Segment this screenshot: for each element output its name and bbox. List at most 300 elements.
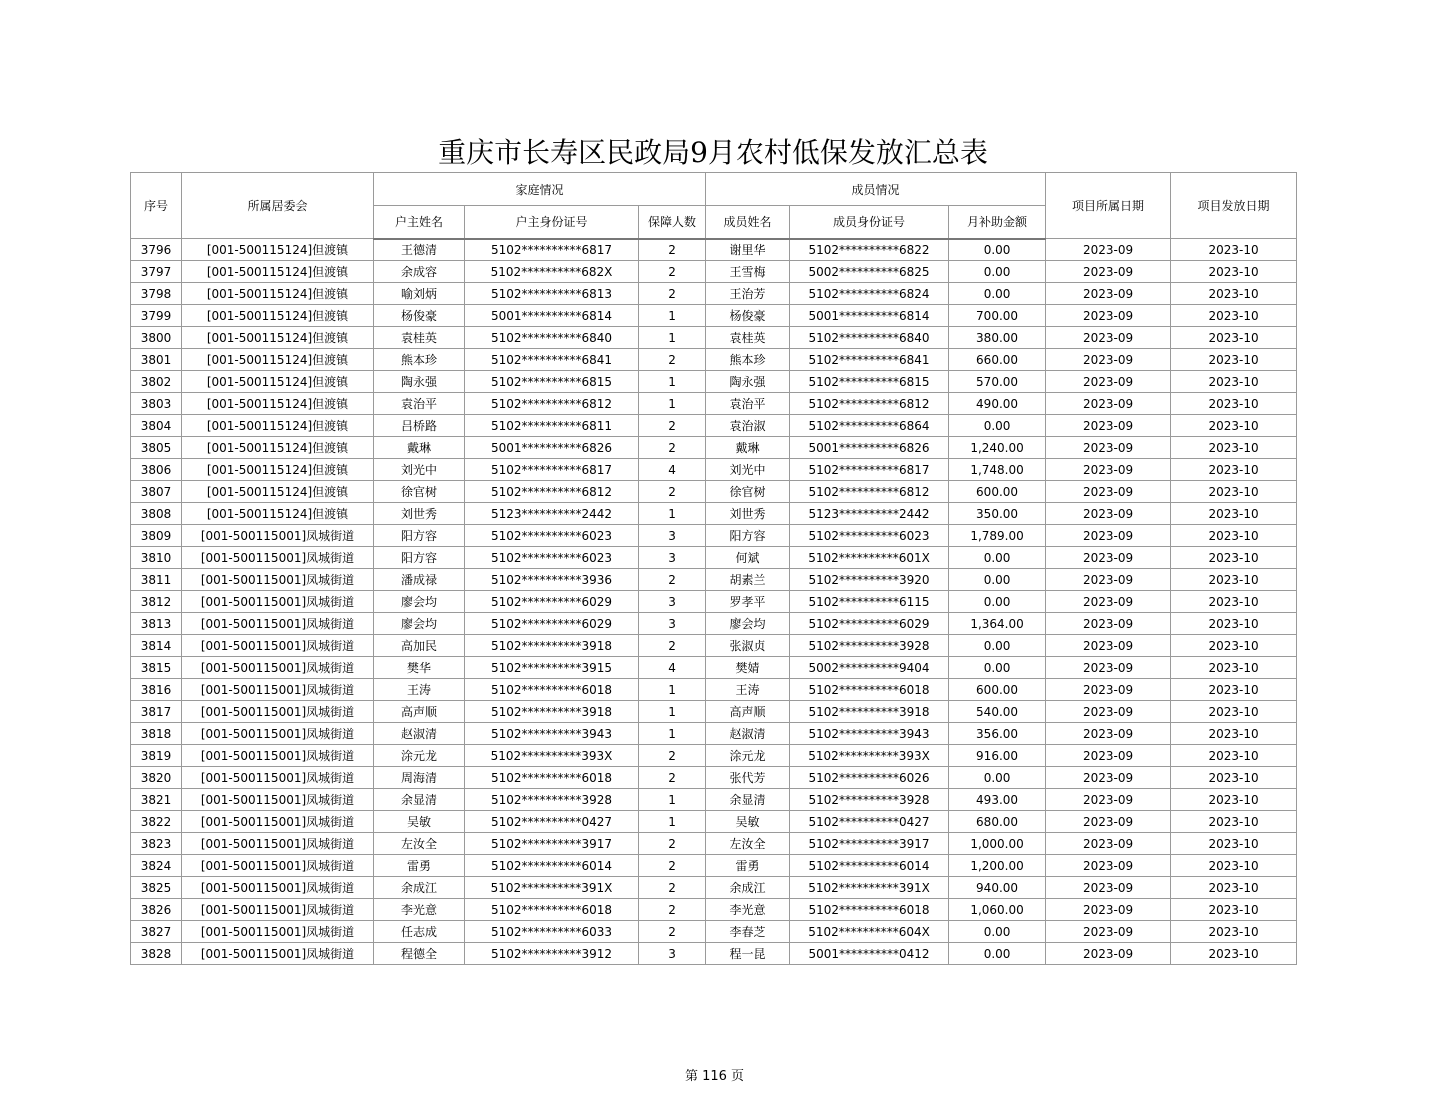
member-id-cell: 5102**********6018 — [790, 899, 949, 921]
head-name-cell: 刘世秀 — [374, 503, 465, 525]
committee-cell: [001-500115001]凤城街道 — [182, 789, 374, 811]
member-id-cell: 5102**********393X — [790, 745, 949, 767]
table-row — [131, 789, 1297, 811]
table-row — [131, 767, 1297, 789]
member-id-cell: 5102**********604X — [790, 921, 949, 943]
issue-date-cell: 2023-10 — [1171, 525, 1297, 547]
member-name-cell: 雷勇 — [706, 855, 790, 877]
amount-cell: 600.00 — [949, 481, 1046, 503]
member-name-cell: 胡素兰 — [706, 569, 790, 591]
head-name-cell: 余显清 — [374, 789, 465, 811]
table-row — [131, 415, 1297, 437]
project-date-cell: 2023-09 — [1046, 569, 1171, 591]
issue-date-cell: 2023-10 — [1171, 371, 1297, 393]
head-id-cell: 5102**********391X — [465, 877, 639, 899]
member-name-cell: 余显清 — [706, 789, 790, 811]
head-id-cell: 5102**********6817 — [465, 239, 639, 261]
table-row — [131, 877, 1297, 899]
seq-cell: 3818 — [131, 723, 182, 745]
committee-cell: [001-500115001]凤城街道 — [182, 833, 374, 855]
head-name-cell: 袁治平 — [374, 393, 465, 415]
table-row — [131, 569, 1297, 591]
table-row — [131, 635, 1297, 657]
project-date-cell: 2023-09 — [1046, 481, 1171, 503]
project-date-cell: 2023-09 — [1046, 437, 1171, 459]
seq-cell: 3820 — [131, 767, 182, 789]
issue-date-cell: 2023-10 — [1171, 943, 1297, 965]
issue-date-cell: 2023-10 — [1171, 239, 1297, 261]
persons-cell: 2 — [639, 569, 706, 591]
persons-cell: 2 — [639, 855, 706, 877]
table-row — [131, 943, 1297, 965]
committee-cell: [001-500115001]凤城街道 — [182, 767, 374, 789]
seq-cell: 3823 — [131, 833, 182, 855]
member-id-cell: 5102**********6812 — [790, 393, 949, 415]
persons-cell: 2 — [639, 635, 706, 657]
table-row — [131, 327, 1297, 349]
member-name-cell: 袁桂英 — [706, 327, 790, 349]
persons-cell: 1 — [639, 723, 706, 745]
table-body — [131, 239, 1297, 965]
head-id-cell: 5102**********6812 — [465, 393, 639, 415]
member-id-cell: 5102**********3920 — [790, 569, 949, 591]
member-id-cell: 5102**********6812 — [790, 481, 949, 503]
amount-cell: 916.00 — [949, 745, 1046, 767]
amount-cell: 540.00 — [949, 701, 1046, 723]
issue-date-cell: 2023-10 — [1171, 503, 1297, 525]
issue-date-cell: 2023-10 — [1171, 481, 1297, 503]
amount-cell: 660.00 — [949, 349, 1046, 371]
persons-cell: 1 — [639, 811, 706, 833]
issue-date-cell: 2023-10 — [1171, 921, 1297, 943]
table-row — [131, 503, 1297, 525]
seq-cell: 3800 — [131, 327, 182, 349]
seq-cell: 3812 — [131, 591, 182, 613]
committee-cell: [001-500115001]凤城街道 — [182, 679, 374, 701]
table-row — [131, 745, 1297, 767]
head-id-cell: 5102**********6815 — [465, 371, 639, 393]
committee-cell: [001-500115001]凤城街道 — [182, 877, 374, 899]
seq-cell: 3809 — [131, 525, 182, 547]
head-name-cell: 樊华 — [374, 657, 465, 679]
head-name-cell: 杨俊豪 — [374, 305, 465, 327]
persons-cell: 1 — [639, 679, 706, 701]
committee-cell: [001-500115001]凤城街道 — [182, 613, 374, 635]
member-id-cell: 5102**********6115 — [790, 591, 949, 613]
member-id-cell: 5102**********6014 — [790, 855, 949, 877]
member-id-cell: 5102**********3917 — [790, 833, 949, 855]
header-member-group: 成员情况 — [706, 173, 1046, 206]
project-date-cell: 2023-09 — [1046, 833, 1171, 855]
amount-cell: 1,789.00 — [949, 525, 1046, 547]
committee-cell: [001-500115001]凤城街道 — [182, 635, 374, 657]
committee-cell: [001-500115124]但渡镇 — [182, 261, 374, 283]
allowance-table — [130, 172, 1297, 965]
project-date-cell: 2023-09 — [1046, 283, 1171, 305]
table-row — [131, 723, 1297, 745]
project-date-cell: 2023-09 — [1046, 877, 1171, 899]
committee-cell: [001-500115001]凤城街道 — [182, 921, 374, 943]
issue-date-cell: 2023-10 — [1171, 569, 1297, 591]
amount-cell: 600.00 — [949, 679, 1046, 701]
committee-cell: [001-500115001]凤城街道 — [182, 899, 374, 921]
member-name-cell: 李光意 — [706, 899, 790, 921]
amount-cell: 0.00 — [949, 767, 1046, 789]
member-name-cell: 王雪梅 — [706, 261, 790, 283]
member-name-cell: 袁治淑 — [706, 415, 790, 437]
head-name-cell: 王涛 — [374, 679, 465, 701]
member-id-cell: 5102**********3928 — [790, 635, 949, 657]
table-row — [131, 613, 1297, 635]
project-date-cell: 2023-09 — [1046, 459, 1171, 481]
issue-date-cell: 2023-10 — [1171, 679, 1297, 701]
head-name-cell: 袁桂英 — [374, 327, 465, 349]
table-row — [131, 261, 1297, 283]
committee-cell: [001-500115001]凤城街道 — [182, 657, 374, 679]
member-name-cell: 熊本珍 — [706, 349, 790, 371]
member-id-cell: 5102**********6029 — [790, 613, 949, 635]
head-name-cell: 赵淑清 — [374, 723, 465, 745]
member-name-cell: 谢里华 — [706, 239, 790, 261]
head-id-cell: 5102**********6023 — [465, 525, 639, 547]
issue-date-cell: 2023-10 — [1171, 459, 1297, 481]
member-name-cell: 陶永强 — [706, 371, 790, 393]
project-date-cell: 2023-09 — [1046, 393, 1171, 415]
member-name-cell: 张淑贞 — [706, 635, 790, 657]
amount-cell: 0.00 — [949, 635, 1046, 657]
table-row — [131, 833, 1297, 855]
head-id-cell: 5102**********6817 — [465, 459, 639, 481]
committee-cell: [001-500115124]但渡镇 — [182, 305, 374, 327]
project-date-cell: 2023-09 — [1046, 943, 1171, 965]
committee-cell: [001-500115124]但渡镇 — [182, 327, 374, 349]
seq-cell: 3798 — [131, 283, 182, 305]
seq-cell: 3826 — [131, 899, 182, 921]
header-seq: 序号 — [131, 173, 182, 239]
issue-date-cell: 2023-10 — [1171, 723, 1297, 745]
member-name-cell: 廖会均 — [706, 613, 790, 635]
head-id-cell: 5102**********3915 — [465, 657, 639, 679]
table-row — [131, 899, 1297, 921]
committee-cell: [001-500115001]凤城街道 — [182, 525, 374, 547]
member-id-cell: 5102**********6023 — [790, 525, 949, 547]
persons-cell: 3 — [639, 525, 706, 547]
committee-cell: [001-500115124]但渡镇 — [182, 239, 374, 261]
head-name-cell: 雷勇 — [374, 855, 465, 877]
member-name-cell: 何斌 — [706, 547, 790, 569]
head-id-cell: 5102**********6811 — [465, 415, 639, 437]
head-id-cell: 5102**********6033 — [465, 921, 639, 943]
head-name-cell: 高声顺 — [374, 701, 465, 723]
head-name-cell: 廖会均 — [374, 591, 465, 613]
project-date-cell: 2023-09 — [1046, 371, 1171, 393]
head-name-cell: 吴敏 — [374, 811, 465, 833]
member-id-cell: 5102**********6018 — [790, 679, 949, 701]
table-row — [131, 811, 1297, 833]
head-name-cell: 余成江 — [374, 877, 465, 899]
project-date-cell: 2023-09 — [1046, 701, 1171, 723]
head-name-cell: 阳方容 — [374, 547, 465, 569]
amount-cell: 356.00 — [949, 723, 1046, 745]
issue-date-cell: 2023-10 — [1171, 745, 1297, 767]
issue-date-cell: 2023-10 — [1171, 437, 1297, 459]
project-date-cell: 2023-09 — [1046, 679, 1171, 701]
seq-cell: 3802 — [131, 371, 182, 393]
seq-cell: 3816 — [131, 679, 182, 701]
project-date-cell: 2023-09 — [1046, 591, 1171, 613]
project-date-cell: 2023-09 — [1046, 921, 1171, 943]
head-id-cell: 5102**********3928 — [465, 789, 639, 811]
amount-cell: 1,364.00 — [949, 613, 1046, 635]
persons-cell: 2 — [639, 481, 706, 503]
amount-cell: 490.00 — [949, 393, 1046, 415]
persons-cell: 2 — [639, 745, 706, 767]
issue-date-cell: 2023-10 — [1171, 855, 1297, 877]
page-title: 重庆市长寿区民政局9月农村低保发放汇总表 — [438, 136, 988, 169]
table-row — [131, 701, 1297, 723]
amount-cell: 0.00 — [949, 415, 1046, 437]
committee-cell: [001-500115124]但渡镇 — [182, 393, 374, 415]
issue-date-cell: 2023-10 — [1171, 899, 1297, 921]
seq-cell: 3821 — [131, 789, 182, 811]
header-member-name: 成员姓名 — [706, 206, 790, 239]
header-head-name: 户主姓名 — [374, 206, 465, 239]
committee-cell: [001-500115001]凤城街道 — [182, 591, 374, 613]
seq-cell: 3815 — [131, 657, 182, 679]
amount-cell: 570.00 — [949, 371, 1046, 393]
member-name-cell: 刘光中 — [706, 459, 790, 481]
header-persons: 保障人数 — [639, 206, 706, 239]
amount-cell: 1,200.00 — [949, 855, 1046, 877]
table-row — [131, 393, 1297, 415]
amount-cell: 0.00 — [949, 591, 1046, 613]
head-name-cell: 戴琳 — [374, 437, 465, 459]
member-id-cell: 5102**********6815 — [790, 371, 949, 393]
head-name-cell: 左汝全 — [374, 833, 465, 855]
table-row — [131, 239, 1297, 261]
member-name-cell: 王涛 — [706, 679, 790, 701]
amount-cell: 1,000.00 — [949, 833, 1046, 855]
committee-cell: [001-500115001]凤城街道 — [182, 547, 374, 569]
project-date-cell: 2023-09 — [1046, 415, 1171, 437]
issue-date-cell: 2023-10 — [1171, 305, 1297, 327]
amount-cell: 0.00 — [949, 943, 1046, 965]
project-date-cell: 2023-09 — [1046, 767, 1171, 789]
persons-cell: 2 — [639, 239, 706, 261]
persons-cell: 2 — [639, 283, 706, 305]
member-name-cell: 王治芳 — [706, 283, 790, 305]
persons-cell: 1 — [639, 393, 706, 415]
member-name-cell: 樊婧 — [706, 657, 790, 679]
seq-cell: 3803 — [131, 393, 182, 415]
persons-cell: 2 — [639, 921, 706, 943]
amount-cell: 1,748.00 — [949, 459, 1046, 481]
head-id-cell: 5102**********3918 — [465, 701, 639, 723]
amount-cell: 350.00 — [949, 503, 1046, 525]
head-id-cell: 5001**********6814 — [465, 305, 639, 327]
seq-cell: 3813 — [131, 613, 182, 635]
head-name-cell: 喻刘炳 — [374, 283, 465, 305]
persons-cell: 4 — [639, 459, 706, 481]
persons-cell: 2 — [639, 877, 706, 899]
head-id-cell: 5102**********6840 — [465, 327, 639, 349]
issue-date-cell: 2023-10 — [1171, 613, 1297, 635]
persons-cell: 1 — [639, 503, 706, 525]
header-family-group: 家庭情况 — [374, 173, 706, 206]
persons-cell: 1 — [639, 789, 706, 811]
project-date-cell: 2023-09 — [1046, 503, 1171, 525]
project-date-cell: 2023-09 — [1046, 723, 1171, 745]
issue-date-cell: 2023-10 — [1171, 261, 1297, 283]
persons-cell: 3 — [639, 591, 706, 613]
committee-cell: [001-500115124]但渡镇 — [182, 371, 374, 393]
persons-cell: 2 — [639, 767, 706, 789]
committee-cell: [001-500115124]但渡镇 — [182, 283, 374, 305]
table-row — [131, 855, 1297, 877]
table-row — [131, 371, 1297, 393]
issue-date-cell: 2023-10 — [1171, 349, 1297, 371]
member-name-cell: 涂元龙 — [706, 745, 790, 767]
persons-cell: 3 — [639, 613, 706, 635]
member-id-cell: 5001**********0412 — [790, 943, 949, 965]
seq-cell: 3819 — [131, 745, 182, 767]
project-date-cell: 2023-09 — [1046, 349, 1171, 371]
head-name-cell: 潘成禄 — [374, 569, 465, 591]
header-amount: 月补助金额 — [949, 206, 1046, 239]
member-id-cell: 5002**********6825 — [790, 261, 949, 283]
table-row — [131, 679, 1297, 701]
project-date-cell: 2023-09 — [1046, 327, 1171, 349]
member-id-cell: 5001**********6826 — [790, 437, 949, 459]
issue-date-cell: 2023-10 — [1171, 657, 1297, 679]
persons-cell: 1 — [639, 701, 706, 723]
table-row — [131, 459, 1297, 481]
project-date-cell: 2023-09 — [1046, 305, 1171, 327]
member-name-cell: 高声顺 — [706, 701, 790, 723]
head-name-cell: 李光意 — [374, 899, 465, 921]
persons-cell: 3 — [639, 547, 706, 569]
project-date-cell: 2023-09 — [1046, 525, 1171, 547]
committee-cell: [001-500115124]但渡镇 — [182, 437, 374, 459]
table-row — [131, 657, 1297, 679]
issue-date-cell: 2023-10 — [1171, 789, 1297, 811]
head-id-cell: 5102**********6813 — [465, 283, 639, 305]
member-id-cell: 5102**********391X — [790, 877, 949, 899]
project-date-cell: 2023-09 — [1046, 635, 1171, 657]
seq-cell: 3797 — [131, 261, 182, 283]
head-name-cell: 任志成 — [374, 921, 465, 943]
seq-cell: 3801 — [131, 349, 182, 371]
amount-cell: 0.00 — [949, 283, 1046, 305]
member-id-cell: 5102**********6824 — [790, 283, 949, 305]
issue-date-cell: 2023-10 — [1171, 833, 1297, 855]
page-number: 第 116 页 — [684, 1069, 745, 1084]
head-name-cell: 阳方容 — [374, 525, 465, 547]
issue-date-cell: 2023-10 — [1171, 415, 1297, 437]
persons-cell: 1 — [639, 305, 706, 327]
amount-cell: 0.00 — [949, 569, 1046, 591]
seq-cell: 3810 — [131, 547, 182, 569]
committee-cell: [001-500115001]凤城街道 — [182, 745, 374, 767]
persons-cell: 2 — [639, 415, 706, 437]
member-id-cell: 5102**********6864 — [790, 415, 949, 437]
head-name-cell: 吕桥路 — [374, 415, 465, 437]
table-row — [131, 591, 1297, 613]
member-name-cell: 罗孝平 — [706, 591, 790, 613]
member-name-cell: 刘世秀 — [706, 503, 790, 525]
persons-cell: 2 — [639, 349, 706, 371]
persons-cell: 1 — [639, 371, 706, 393]
amount-cell: 1,240.00 — [949, 437, 1046, 459]
head-id-cell: 5102**********3917 — [465, 833, 639, 855]
project-date-cell: 2023-09 — [1046, 899, 1171, 921]
member-id-cell: 5001**********6814 — [790, 305, 949, 327]
issue-date-cell: 2023-10 — [1171, 283, 1297, 305]
head-name-cell: 徐官树 — [374, 481, 465, 503]
member-name-cell: 戴琳 — [706, 437, 790, 459]
project-date-cell: 2023-09 — [1046, 657, 1171, 679]
member-id-cell: 5002**********9404 — [790, 657, 949, 679]
project-date-cell: 2023-09 — [1046, 811, 1171, 833]
header-issue-date: 项目发放日期 — [1171, 173, 1297, 239]
seq-cell: 3822 — [131, 811, 182, 833]
member-id-cell: 5102**********6841 — [790, 349, 949, 371]
head-id-cell: 5102**********3912 — [465, 943, 639, 965]
table-row — [131, 525, 1297, 547]
amount-cell: 493.00 — [949, 789, 1046, 811]
amount-cell: 680.00 — [949, 811, 1046, 833]
table-row — [131, 349, 1297, 371]
issue-date-cell: 2023-10 — [1171, 701, 1297, 723]
head-id-cell: 5102**********0427 — [465, 811, 639, 833]
persons-cell: 3 — [639, 943, 706, 965]
amount-cell: 1,060.00 — [949, 899, 1046, 921]
member-id-cell: 5102**********0427 — [790, 811, 949, 833]
member-name-cell: 吴敏 — [706, 811, 790, 833]
member-id-cell: 5102**********3928 — [790, 789, 949, 811]
member-id-cell: 5102**********3943 — [790, 723, 949, 745]
head-id-cell: 5102**********6029 — [465, 613, 639, 635]
persons-cell: 4 — [639, 657, 706, 679]
committee-cell: [001-500115124]但渡镇 — [182, 459, 374, 481]
head-name-cell: 王德清 — [374, 239, 465, 261]
head-id-cell: 5102**********6841 — [465, 349, 639, 371]
head-name-cell: 余成容 — [374, 261, 465, 283]
issue-date-cell: 2023-10 — [1171, 635, 1297, 657]
amount-cell: 940.00 — [949, 877, 1046, 899]
head-id-cell: 5102**********3936 — [465, 569, 639, 591]
amount-cell: 380.00 — [949, 327, 1046, 349]
table-row — [131, 437, 1297, 459]
member-name-cell: 左汝全 — [706, 833, 790, 855]
seq-cell: 3804 — [131, 415, 182, 437]
member-name-cell: 杨俊豪 — [706, 305, 790, 327]
committee-cell: [001-500115124]但渡镇 — [182, 503, 374, 525]
committee-cell: [001-500115001]凤城街道 — [182, 701, 374, 723]
header-member-id: 成员身份证号 — [790, 206, 949, 239]
amount-cell: 0.00 — [949, 657, 1046, 679]
seq-cell: 3824 — [131, 855, 182, 877]
seq-cell: 3814 — [131, 635, 182, 657]
persons-cell: 2 — [639, 899, 706, 921]
head-name-cell: 程德全 — [374, 943, 465, 965]
project-date-cell: 2023-09 — [1046, 855, 1171, 877]
header-committee: 所属居委会 — [182, 173, 374, 239]
amount-cell: 0.00 — [949, 547, 1046, 569]
project-date-cell: 2023-09 — [1046, 745, 1171, 767]
persons-cell: 2 — [639, 437, 706, 459]
member-name-cell: 阳方容 — [706, 525, 790, 547]
